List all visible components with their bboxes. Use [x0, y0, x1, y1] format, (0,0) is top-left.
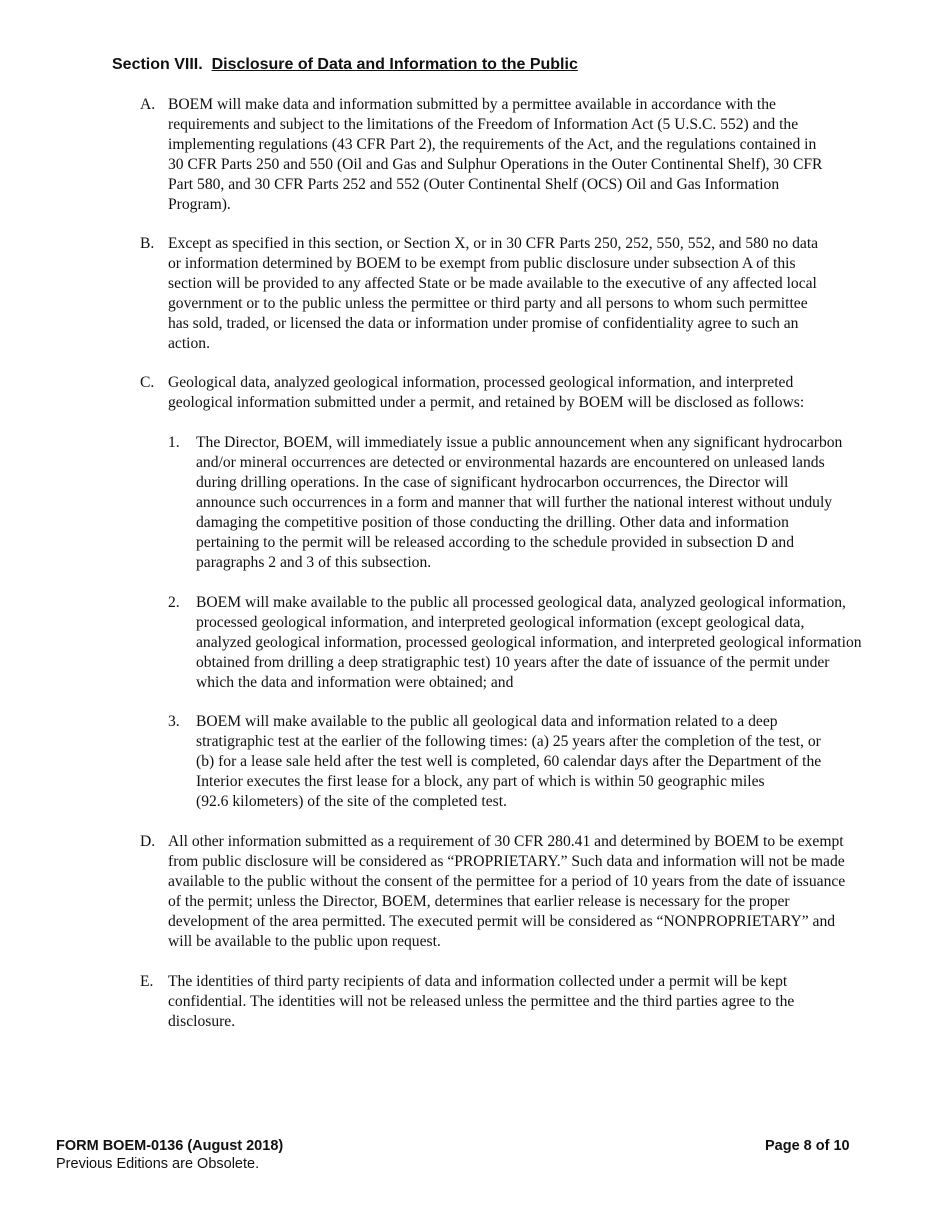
text-line: will be available to the public upon request.: [168, 933, 441, 950]
footer-form-info: [56, 1137, 283, 1173]
obsolete-note: Previous Editions are Obsolete.: [56, 1156, 260, 1172]
text-line: BOEM will make available to the public all geological data and information related to a deep: [196, 713, 778, 730]
paragraph-text: [168, 832, 928, 952]
text-line: Part 580, and 30 CFR Parts 252 and 552 (Outer Continental Shelf (OCS) Oil and Gas Information: [168, 176, 780, 193]
text-line: analyzed geological information, processed geological information, and interpreted geological information: [196, 634, 862, 651]
text-line: confidential. The identities will not be released unless the permittee and the third parties agree to the: [168, 993, 795, 1010]
text-line: All other information submitted as a requirement of 30 CFR 280.41 and determined by BOEM to be exempt: [168, 833, 844, 850]
text-line: processed geological information, and interpreted geological information (except geological data,: [196, 614, 805, 631]
text-line: of the permit; unless the Director, BOEM, determines that earlier release is necessary for the proper: [168, 893, 790, 910]
paragraph-marker: C.: [140, 374, 155, 391]
text-line: development of the area permitted. The executed permit will be considered as “NONPROPRIETARY” and: [168, 913, 836, 930]
text-line: Geological data, analyzed geological information, processed geological information, and interpreted: [168, 374, 794, 391]
text-line: or information determined by BOEM to be exempt from public disclosure under subsection A of this: [168, 255, 796, 272]
text-line: 30 CFR Parts 250 and 550 (Oil and Gas and Sulphur Operations in the Outer Continental Shelf), 30 CFR: [168, 156, 823, 173]
text-line: (92.6 kilometers) of the site of the completed test.: [196, 793, 507, 810]
text-line: has sold, traded, or licensed the data or information under promise of confidentiality agree to such an: [168, 315, 799, 332]
text-line: which the data and information were obtained; and: [196, 674, 514, 691]
paragraph-text: [168, 95, 928, 215]
text-line: geological information submitted under a permit, and retained by BOEM will be disclosed as follows:: [168, 394, 805, 411]
text-line: stratigraphic test at the earlier of the following times: (a) 25 years after the completion of the test, or: [196, 733, 821, 750]
text-line: implementing regulations (43 CFR Part 2), the requirements of the Act, and the regulations contained in: [168, 136, 817, 153]
text-line: action.: [168, 335, 210, 352]
text-line: during drilling operations. In the case of significant hydrocarbon occurrences, the Director will: [196, 474, 789, 491]
text-line: available to the public without the consent of the permittee for a period of 10 years from the date of issuance: [168, 873, 846, 890]
paragraph-text: [168, 972, 928, 1032]
subparagraph-text: [196, 712, 936, 812]
text-line: from public disclosure will be considered as “PROPRIETARY.” Such data and information will not be made: [168, 853, 845, 870]
text-line: BOEM will make data and information submitted by a permittee available in accordance with the: [168, 96, 776, 113]
text-line: (b) for a lease sale held after the test well is completed, 60 calendar days after the Department of the: [196, 753, 822, 770]
text-line: government or to the public unless the permittee or third party and all persons to whom such permittee: [168, 295, 808, 312]
text-line: pertaining to the permit will be released according to the schedule provided in subsection D and: [196, 534, 795, 551]
text-line: announce such occurrences in a form and manner that will further the national interest without unduly: [196, 494, 833, 511]
text-line: paragraphs 2 and 3 of this subsection.: [196, 554, 432, 571]
paragraph-marker: D.: [140, 833, 156, 850]
text-line: Program).: [168, 196, 231, 213]
section-label: Section VIII.: [112, 56, 203, 73]
text-line: obtained from drilling a deep stratigraphic test) 10 years after the date of issuance of the permit under: [196, 654, 830, 671]
subparagraph-text: [196, 433, 936, 573]
section-title: Disclosure of Data and Information to the Public: [211, 56, 578, 73]
paragraph-text: [168, 373, 928, 413]
text-line: The Director, BOEM, will immediately issue a public announcement when any significant hydrocarbon: [196, 434, 843, 451]
text-line: Except as specified in this section, or Section X, or in 30 CFR Parts 250, 252, 550, 552, and 580 no data: [168, 235, 819, 252]
paragraph-marker: B.: [140, 235, 155, 252]
paragraph-marker: E.: [140, 973, 154, 990]
text-line: The identities of third party recipients of data and information collected under a permit will be kept: [168, 973, 788, 990]
subparagraph-marker: 2.: [168, 594, 180, 611]
text-line: and/or mineral occurrences are detected or environmental hazards are encountered on unleased lands: [196, 454, 825, 471]
text-line: damaging the competitive position of those conducting the drilling. Other data and information: [196, 514, 789, 531]
subparagraph-marker: 1.: [168, 434, 180, 451]
paragraph-text: [168, 234, 928, 354]
text-line: requirements and subject to the limitations of the Freedom of Information Act (5 U.S.C. 552) and the: [168, 116, 799, 133]
section-heading: [112, 55, 578, 75]
text-line: BOEM will make available to the public all processed geological data, analyzed geological information,: [196, 594, 846, 611]
subparagraph-text: [196, 593, 936, 693]
form-id: FORM BOEM-0136 (August 2018): [56, 1138, 284, 1154]
paragraph-marker: A.: [140, 96, 156, 113]
text-line: Interior executes the first lease for a block, any part of which is within 50 geographic miles: [196, 773, 765, 790]
subparagraph-marker: 3.: [168, 713, 180, 730]
page-number: Page 8 of 10: [765, 1138, 850, 1154]
text-line: disclosure.: [168, 1013, 236, 1030]
text-line: section will be provided to any affected State or be made available to the executive of any affected local: [168, 275, 817, 292]
